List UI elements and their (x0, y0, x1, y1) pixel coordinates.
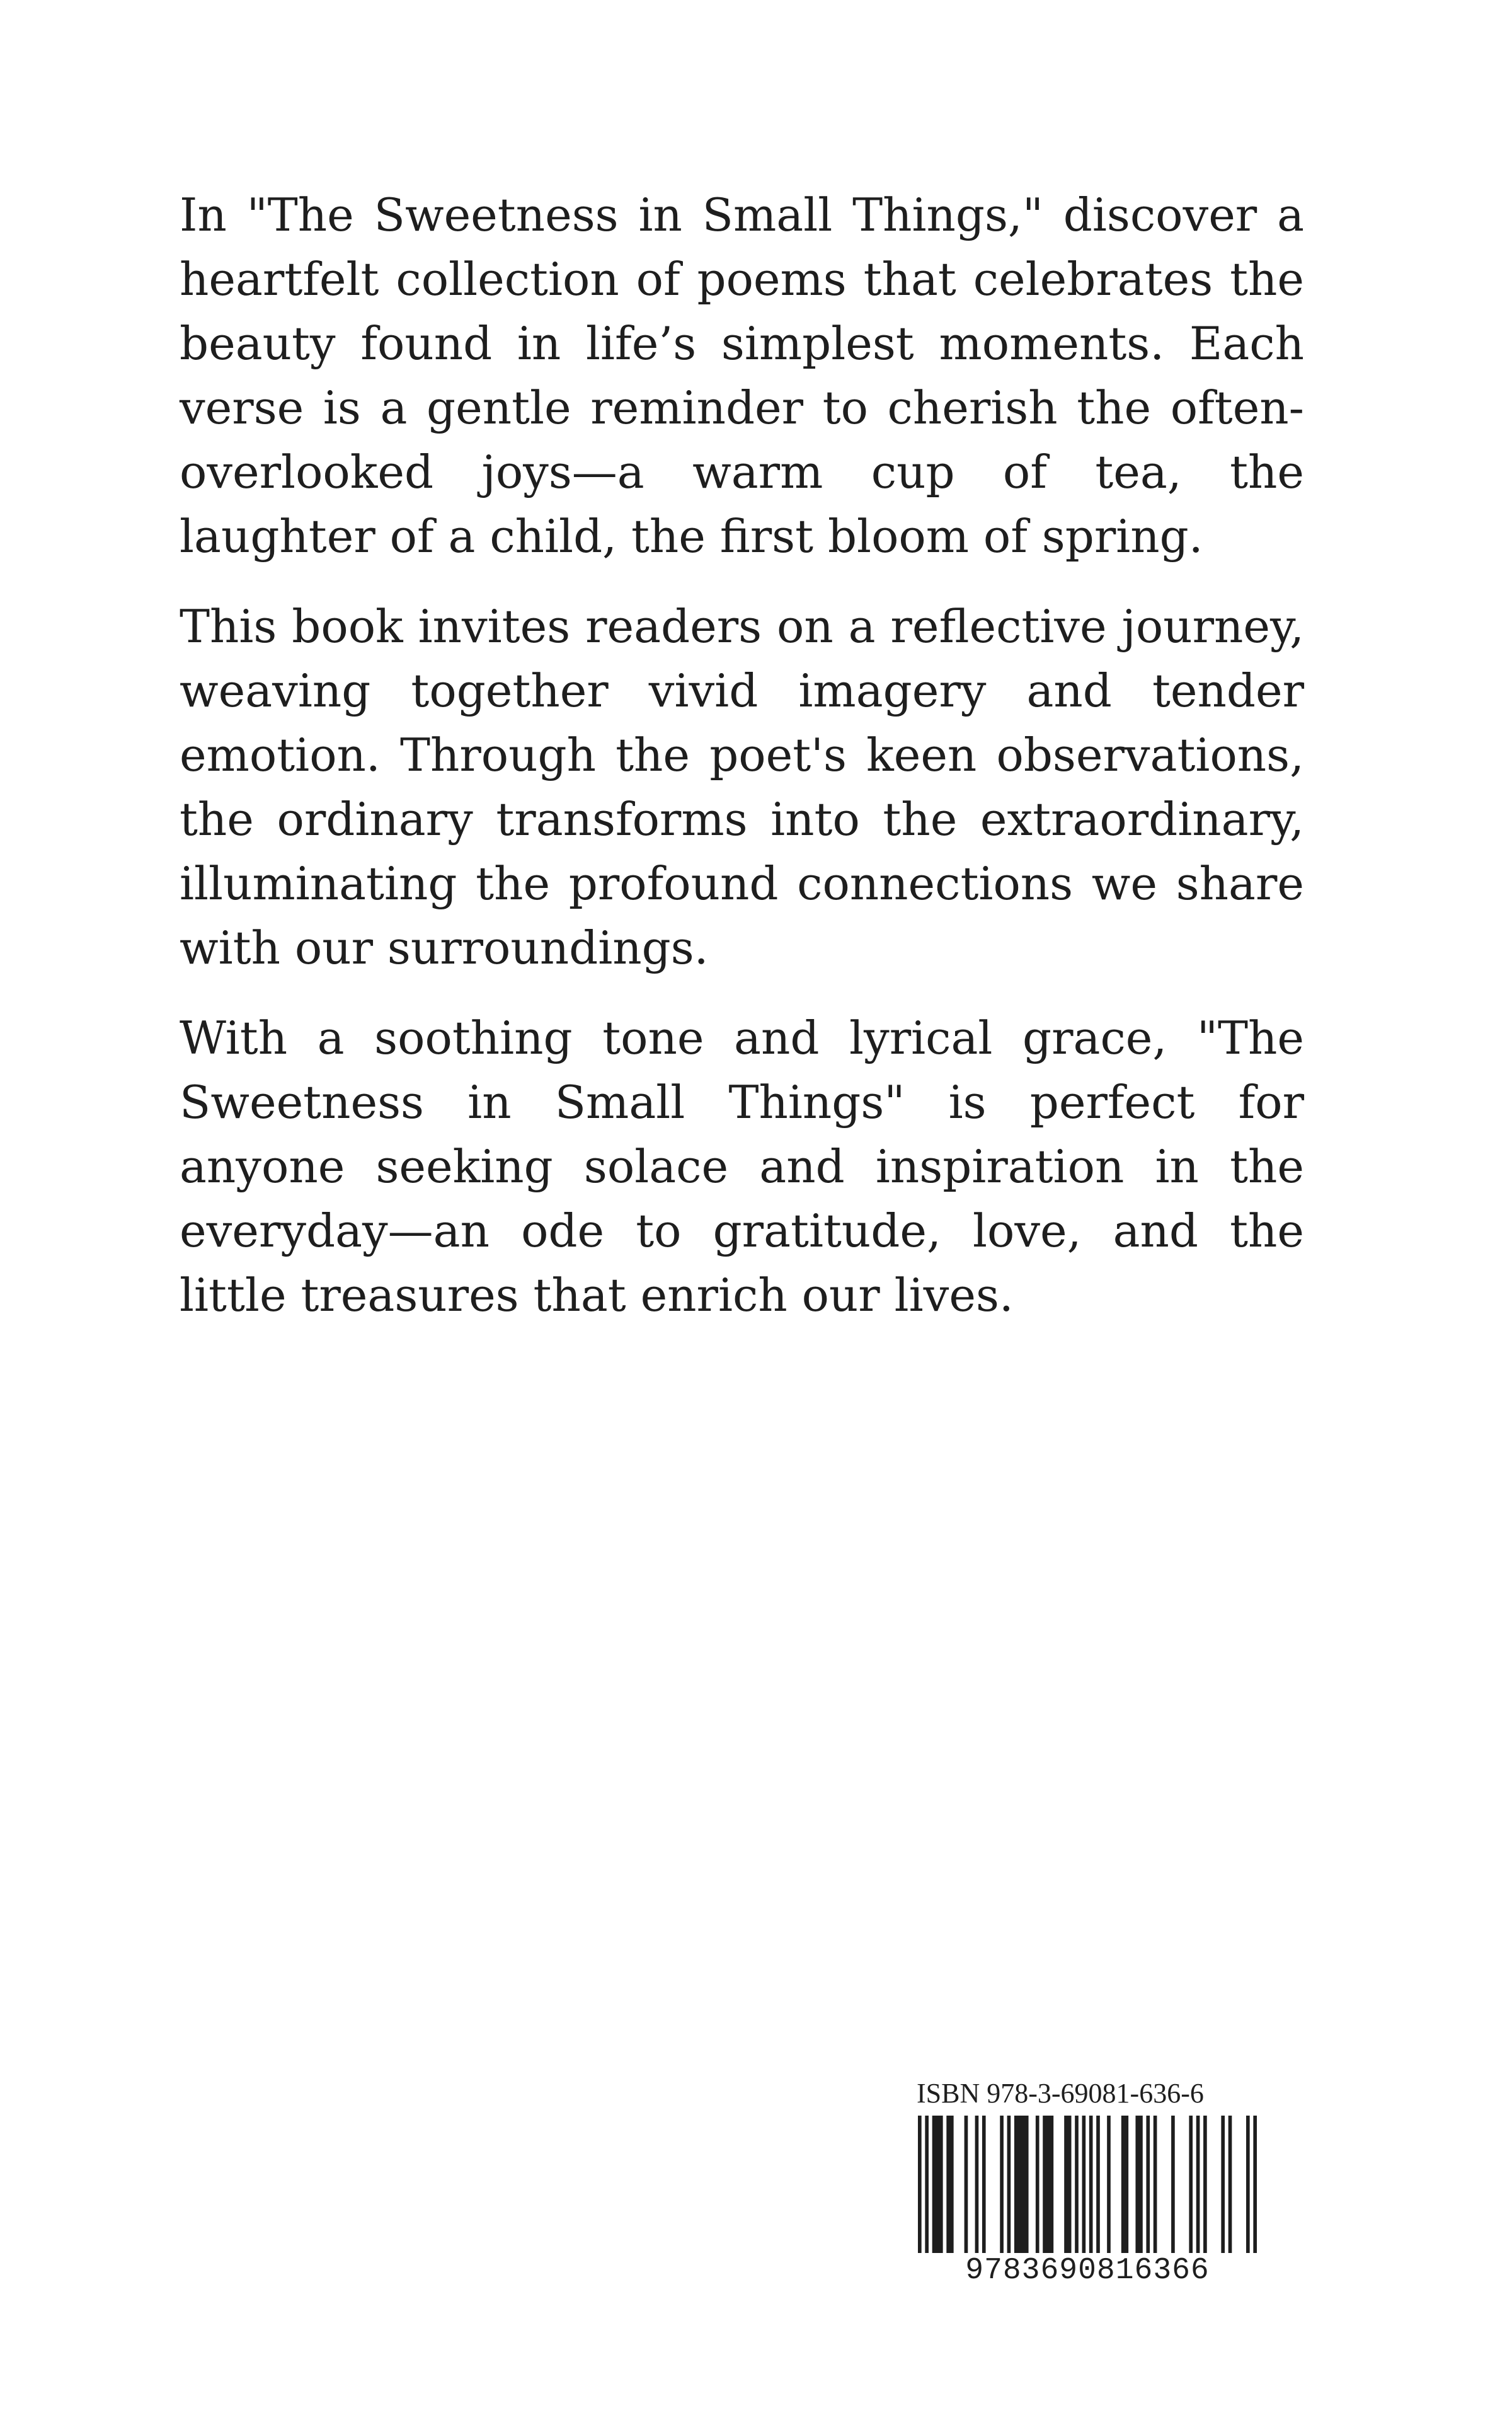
barcode-bar (1007, 2116, 1011, 2253)
barcode-bar (1246, 2116, 1250, 2253)
barcode-bar (965, 2116, 968, 2253)
barcode-bar (1146, 2116, 1150, 2253)
barcode-bar (1121, 2116, 1128, 2253)
barcode-bar (1075, 2116, 1079, 2253)
isbn-barcode-block (910, 2078, 1263, 2292)
blurb-paragraph-2: This book invites readers on a reflective journey, weaving together vivid imagery and tender emotion. Through the poet's keen observations, the ordinary transforms into the extraordinary, illuminating the profound connections we share with our surroundings. (180, 600, 1304, 974)
barcode-bar (1171, 2116, 1175, 2253)
barcode-image (918, 2116, 1257, 2253)
blurb-paragraph-3: With a soothing tone and lyrical grace, "The Sweetness in Small Things" is perfect for anyone seeking solace and inspiration in the everyday—an ode to gratitude, love, and the little treasures that enrich our lives. (180, 1011, 1304, 1322)
barcode-bar (918, 2116, 922, 2253)
barcode-bar (1089, 2116, 1093, 2253)
barcode-bar (1196, 2116, 1200, 2253)
barcode-bar (982, 2116, 986, 2253)
barcode-bar (1154, 2116, 1157, 2253)
barcode-bar (1221, 2116, 1225, 2253)
barcode-bar (1228, 2116, 1232, 2253)
isbn-label: ISBN 978-3-69081-636-6 (917, 2078, 1204, 2109)
barcode-bar (1135, 2116, 1142, 2253)
barcode-bar (946, 2116, 953, 2253)
barcode-bar (1014, 2116, 1029, 2253)
barcode-bar (1107, 2116, 1111, 2253)
blurb-paragraph-1: In "The Sweetness in Small Things," discover a heartfelt collection of poems that celebrates the beauty found in life’s simplest moments. Each verse is a gentle reminder to cherish the often-overlooked joys—a warm cup of tea, the laughter of a child, the first bloom of spring. (180, 188, 1304, 563)
barcode-bar (975, 2116, 979, 2253)
barcode-bar (1000, 2116, 1004, 2253)
barcode-bar (925, 2116, 929, 2253)
barcode-bar (1082, 2116, 1086, 2253)
barcode-bar (1096, 2116, 1100, 2253)
barcode-bar (1189, 2116, 1193, 2253)
barcode-bar (1043, 2116, 1053, 2253)
barcode-bar (1203, 2116, 1207, 2253)
barcode-number: 9783690816366 (965, 2254, 1210, 2288)
barcode-bar (1064, 2116, 1071, 2253)
book-blurb (180, 183, 1304, 1353)
barcode-bar (1036, 2116, 1040, 2253)
barcode-bar (932, 2116, 943, 2253)
barcode-bar (1253, 2116, 1257, 2253)
